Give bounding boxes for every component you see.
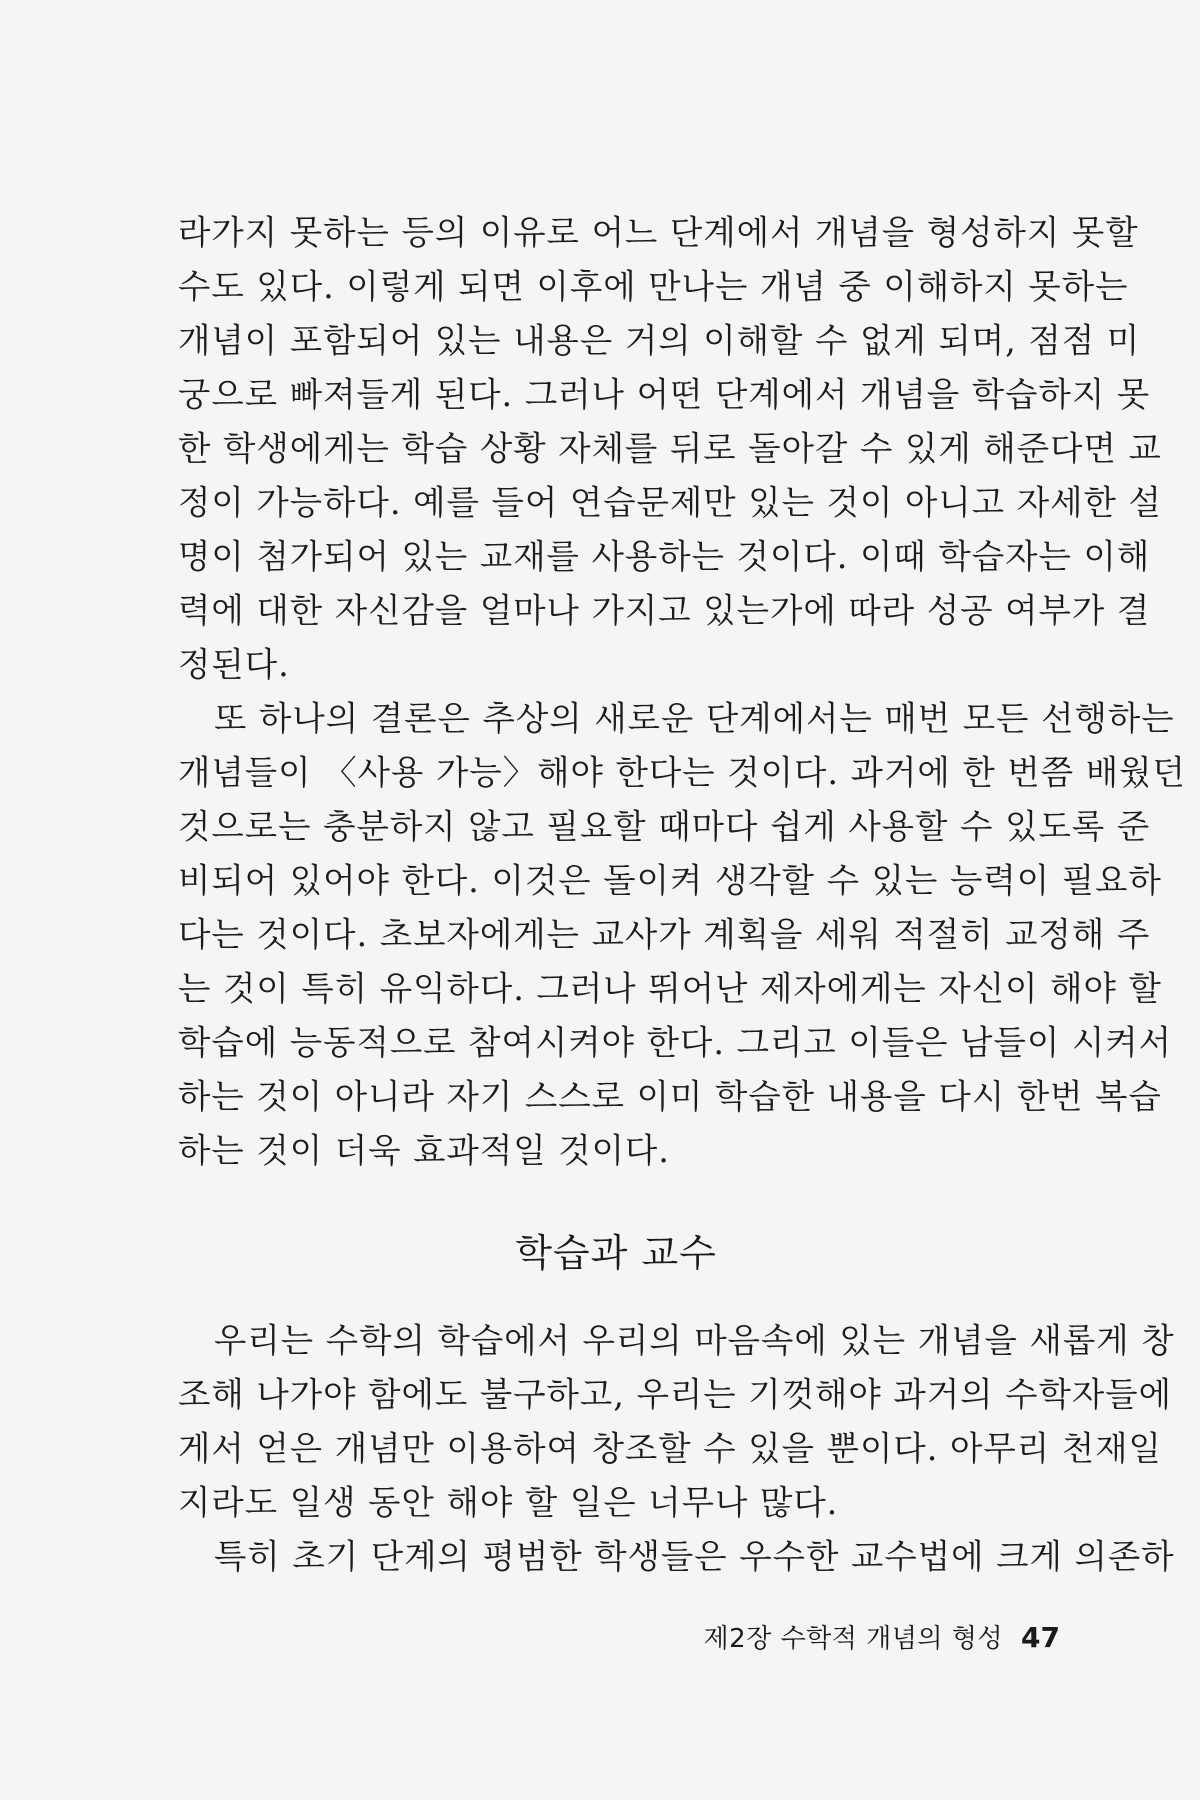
text-line: 정이 가능하다. 예를 들어 연습문제만 있는 것이 아니고 자세한 설 [178, 483, 1162, 522]
text-line: 정된다. [178, 645, 290, 684]
text-line: 지라도 일생 동안 해야 할 일은 너무나 많다. [178, 1483, 839, 1522]
text-line: 라가지 못하는 등의 이유로 어느 단계에서 개념을 형성하지 못할 [178, 213, 1139, 252]
text-line: 또 하나의 결론은 추상의 새로운 단계에서는 매번 모든 선행하는 [214, 699, 1175, 738]
text-line: 명이 첨가되어 있는 교재를 사용하는 것이다. 이때 학습자는 이해 [178, 537, 1151, 576]
text-line: 력에 대한 자신감을 얼마나 가지고 있는가에 따라 성공 여부가 결 [178, 591, 1151, 630]
text-line: 수도 있다. 이렇게 되면 이후에 만나는 개념 중 이해하지 못하는 [178, 267, 1129, 306]
text-line: 개념이 포함되어 있는 내용은 거의 이해할 수 없게 되며, 점점 미 [178, 321, 1141, 360]
page-number: 47 [1021, 1621, 1060, 1654]
text-line: 하는 것이 아니라 자기 스스로 이미 학습한 내용을 다시 한번 복습 [178, 1077, 1162, 1116]
text-line: 한 학생에게는 학습 상황 자체를 뒤로 돌아갈 수 있게 해준다면 교 [178, 429, 1162, 468]
text-line: 하는 것이 더욱 효과적일 것이다. [178, 1131, 670, 1170]
text-line: 학습에 능동적으로 참여시켜야 한다. 그리고 이들은 남들이 시켜서 [178, 1023, 1172, 1062]
running-footer-chapter: 제2장 수학적 개념의 형성 [703, 1624, 1004, 1654]
text-line: 특히 초기 단계의 평범한 학생들은 우수한 교수법에 크게 의존하 [214, 1537, 1175, 1576]
text-line: 궁으로 빠져들게 된다. 그러나 어떤 단계에서 개념을 학습하지 못 [178, 375, 1151, 414]
text-line: 개념들이 〈사용 가능〉해야 한다는 것이다. 과거에 한 번쯤 배웠던 [178, 753, 1186, 792]
page-footer [704, 1618, 1060, 1659]
text-line: 것으로는 충분하지 않고 필요할 때마다 쉽게 사용할 수 있도록 준 [178, 807, 1151, 846]
section-body-text [178, 1314, 1175, 1584]
section-heading: 학습과 교수 [515, 1231, 717, 1275]
text-line: 는 것이 특히 유익하다. 그러나 뛰어난 제자에게는 자신이 해야 할 [178, 969, 1162, 1008]
text-line: 게서 얻은 개념만 이용하여 창조할 수 있을 뿐이다. 아무리 천재일 [178, 1429, 1162, 1468]
text-line: 비되어 있어야 한다. 이것은 돌이켜 생각할 수 있는 능력이 필요하 [178, 861, 1162, 900]
body-text [178, 206, 1186, 1178]
text-line: 조해 나가야 함에도 불구하고, 우리는 기껏해야 과거의 수학자들에 [178, 1375, 1172, 1414]
text-line: 우리는 수학의 학습에서 우리의 마음속에 있는 개념을 새롭게 창 [214, 1321, 1175, 1360]
text-line: 다는 것이다. 초보자에게는 교사가 계획을 세워 적절히 교정해 주 [178, 915, 1151, 954]
